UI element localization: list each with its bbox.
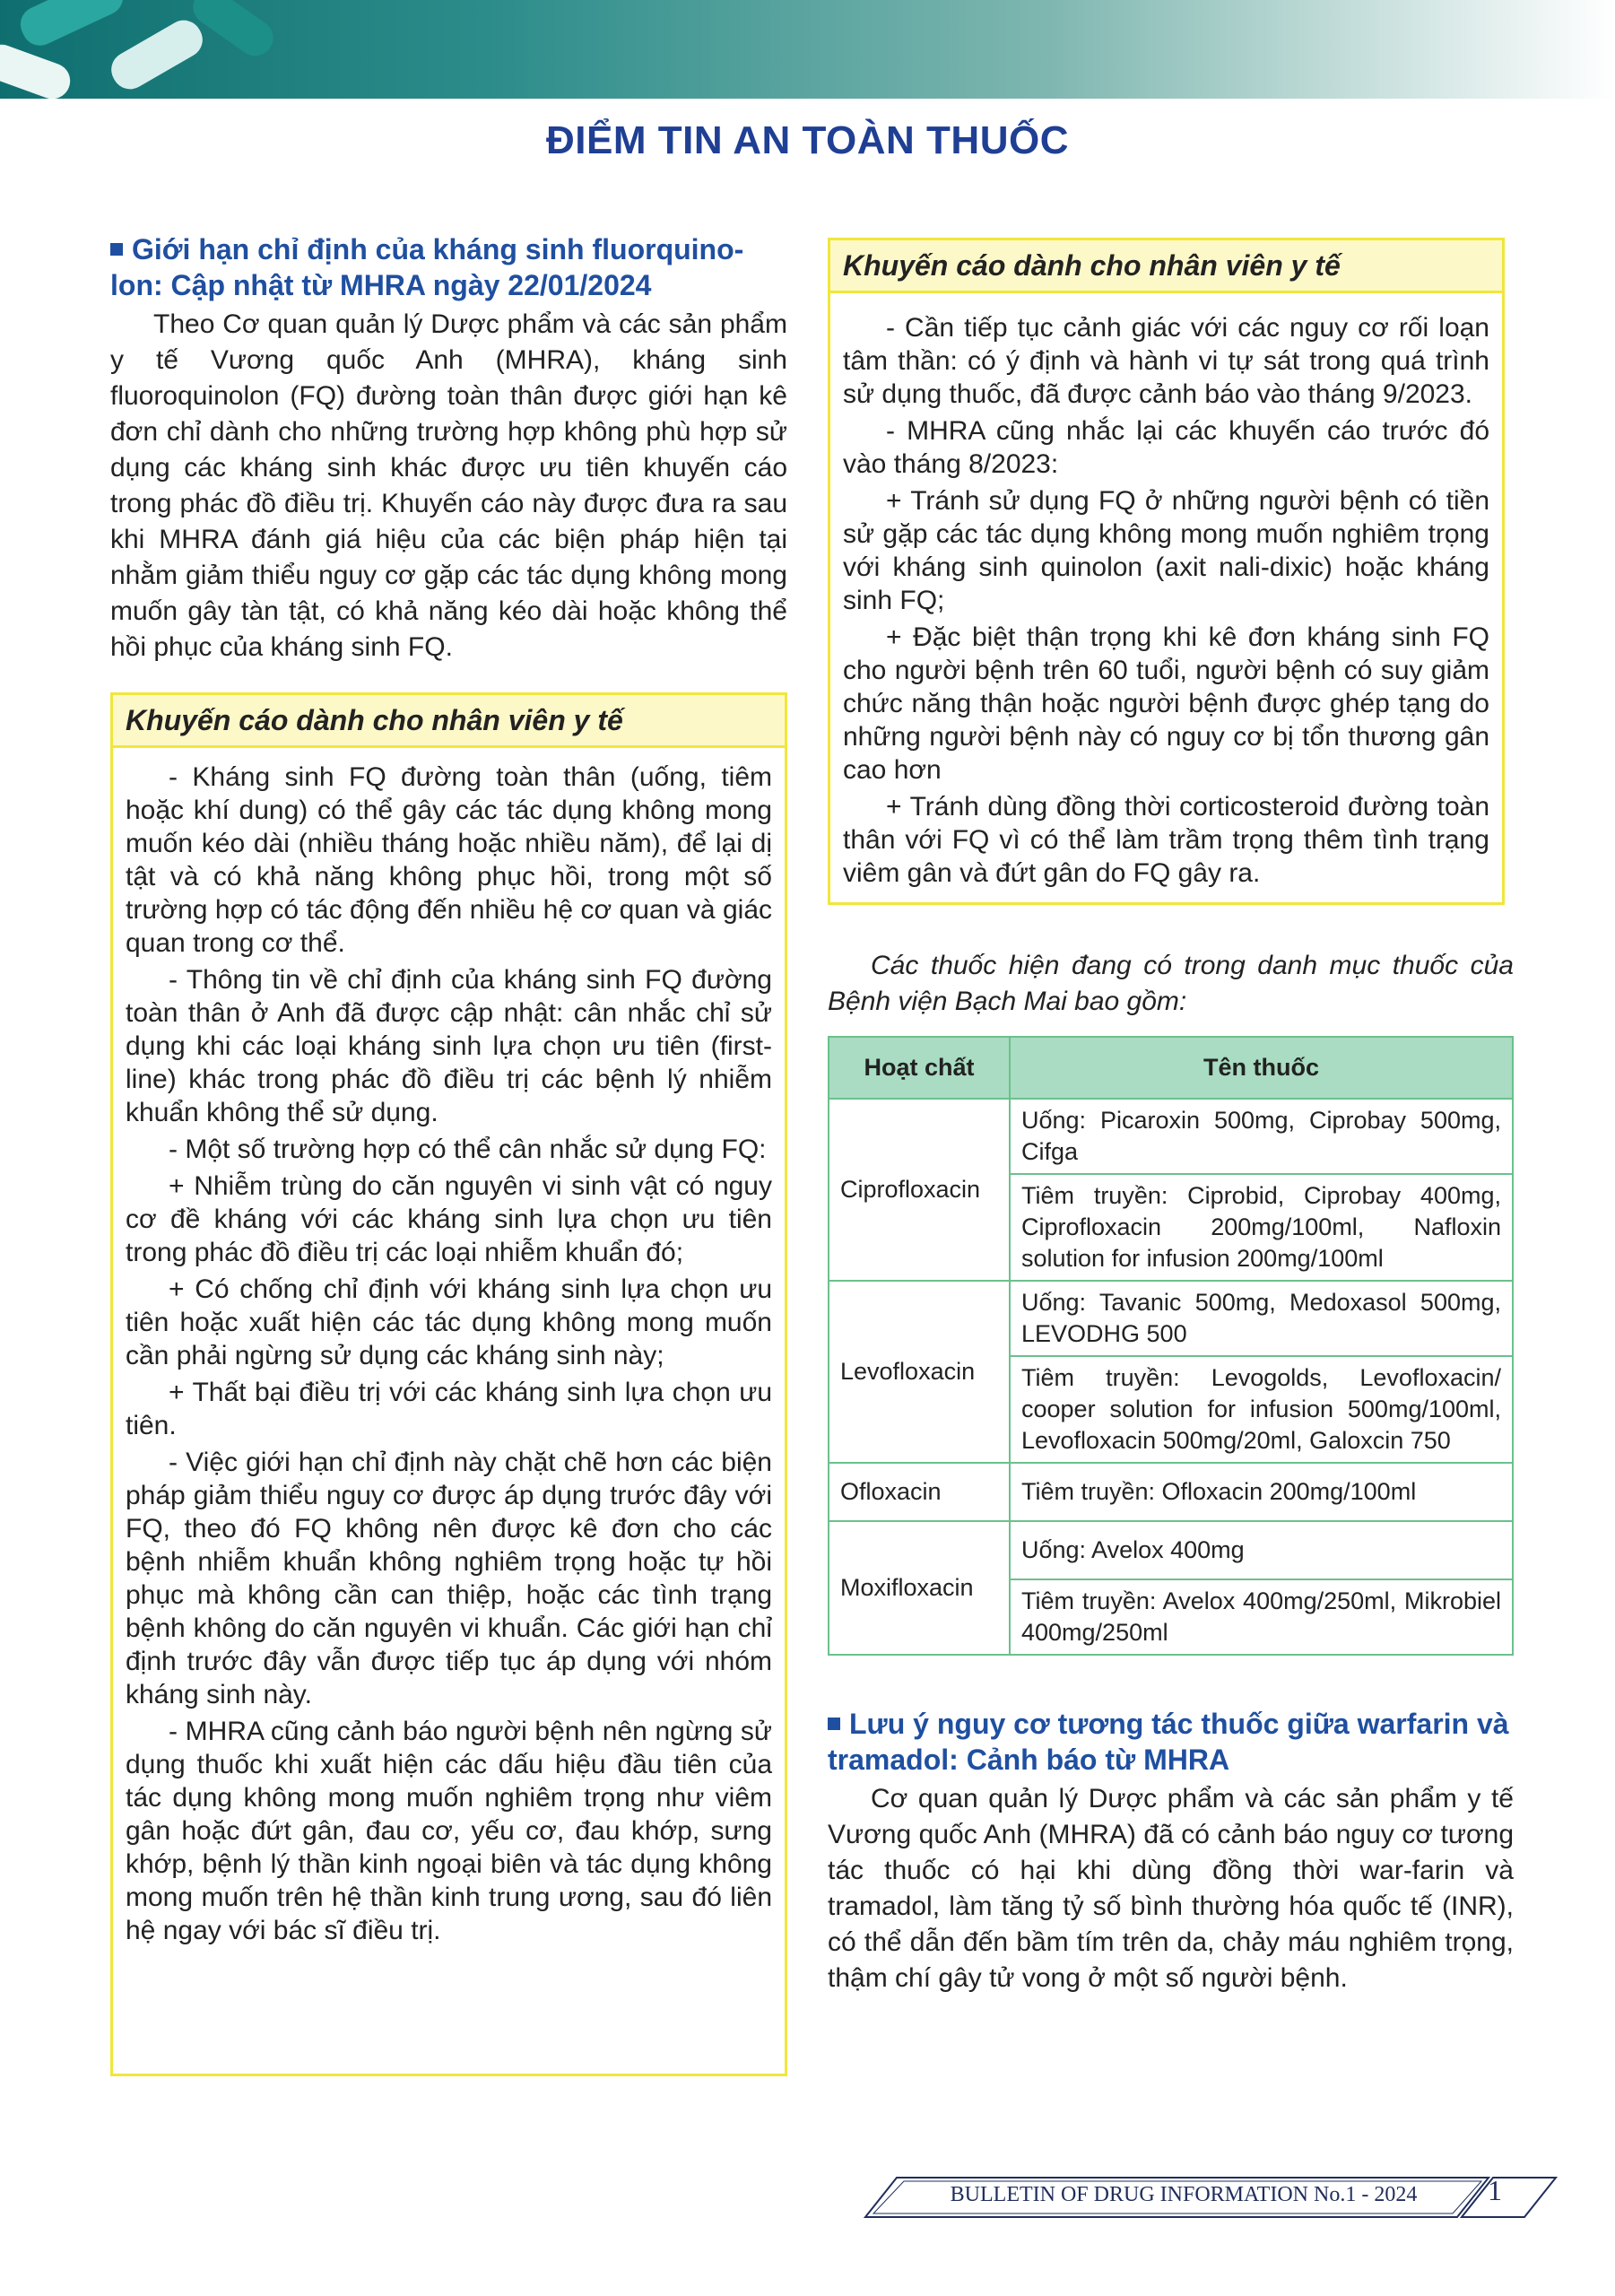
box-paragraph: + Thất bại điều trị với các kháng sinh lựa chọn ưu tiên. xyxy=(126,1378,772,1440)
table-row xyxy=(829,1281,1513,1356)
box-paragraph: - MHRA cũng cảnh báo người bệnh nên ngừng sử dụng thuốc khi xuất hiện các dấu hiệu đầu tiên của tác dụng không mong muốn nghiêm trọng như viêm gân hoặc đứt gân, đau cơ, yếu cơ, đau khớp, sưng khớp, bệnh lý thần kinh ngoại biên và tác dụng không mong muốn trên hệ thần kinh trung ương, sau đó liên hệ ngay với bác sĩ điều trị. xyxy=(126,1717,772,1945)
page-title: ĐIỂM TIN AN TOÀN THUỐC xyxy=(546,118,1069,162)
box-paragraph: - Việc giới hạn chỉ định này chặt chẽ hơn các biện pháp giảm thiểu nguy cơ được áp dụng trước đây với FQ, theo đó FQ không nên được kê đơn cho các bệnh nhiễm khuẩn không nghiêm trọng hoặc tự hồi phục mà không cần can thiệp, hoặc các tình trạng bệnh không do căn nguyên vi khuẩn. Các giới hạn chỉ định trước đây vẫn được tiếp tục áp dụng với nhóm kháng sinh này. xyxy=(126,1448,772,1709)
square-bullet-icon xyxy=(110,243,123,256)
box-paragraph: - Kháng sinh FQ đường toàn thân (uống, tiêm hoặc khí dung) có thể gây các tác dụng không mong muốn kéo dài (nhiều tháng hoặc nhiều năm), để lại dị tật và có khả năng không phục hồi, trong một số trường hợp có tác động đến nhiều hệ cơ quan và giác quan trong cơ thể. xyxy=(126,762,772,958)
drug-name-cell: Tiêm truyền: Ofloxacin 200mg/100ml xyxy=(1010,1463,1513,1521)
footer-text: BULLETIN OF DRUG INFORMATION No.1 - 2024 xyxy=(950,2183,1418,2206)
section-title-warfarin xyxy=(828,1706,1514,1778)
section-intro: Theo Cơ quan quản lý Dược phẩm và các sản phẩm y tế Vương quốc Anh (MHRA), kháng sinh fluoroquinolon (FQ) đường toàn thân được giới hạn kê đơn chỉ dành cho những trường hợp không phù hợp sử dụng các kháng sinh khác được ưu tiên khuyến cáo trong phác đồ điều trị. Khuyến cáo này được đưa ra sau khi MHRA đánh giá hiệu của các biện pháp hiện tại nhằm giảm thiểu nguy cơ gặp các tác dụng không mong muốn gây tàn tật, có khả năng kéo dài hoặc không thể hồi phục của kháng sinh FQ. xyxy=(110,309,787,662)
table-row xyxy=(829,1521,1513,1579)
drug-table xyxy=(828,1036,1514,1656)
active-ingredient-cell: Levofloxacin xyxy=(829,1281,1010,1463)
drug-name-cell: Uống: Picaroxin 500mg, Ciprobay 500mg, Cifga xyxy=(1010,1099,1513,1174)
drug-name-cell: Tiêm truyền: Ciprobid, Ciprobay 400mg, Ciprofloxacin 200mg/100ml, Nafloxin solution for infusion 200mg/100ml xyxy=(1010,1174,1513,1281)
drug-name-cell: Tiêm truyền: Avelox 400mg/250ml, Mikrobiel 400mg/250ml xyxy=(1010,1579,1513,1655)
box-heading: Khuyến cáo dành cho nhân viên y tế xyxy=(830,240,1502,293)
box-paragraph: - Một số trường hợp có thể cân nhắc sử dụng FQ: xyxy=(169,1135,767,1164)
active-ingredient-cell: Ciprofloxacin xyxy=(829,1099,1010,1281)
drug-name-cell: Uống: Tavanic 500mg, Medoxasol 500mg, LEVODHG 500 xyxy=(1010,1281,1513,1356)
square-bullet-icon xyxy=(828,1718,840,1730)
header-band xyxy=(0,0,1615,99)
table-header-cell: Hoạt chất xyxy=(829,1037,1010,1099)
recommendation-box-2 xyxy=(828,238,1505,905)
box-paragraph: + Tránh sử dụng FQ ở những người bệnh có tiền sử gặp các tác dụng không mong muốn nghiêm trọng với kháng sinh quinolon (axit nali-dixic) hoặc kháng sinh FQ; xyxy=(843,486,1489,615)
box-body xyxy=(113,748,785,1960)
section-title-text: Lưu ý nguy cơ tương tác thuốc giữa warfarin và tramadol: Cảnh báo từ MHRA xyxy=(828,1708,1509,1776)
box-paragraph: - Cần tiếp tục cảnh giác với các nguy cơ rối loạn tâm thần: có ý định và hành vi tự sát trong quá trình sử dụng thuốc, đã được cảnh báo vào tháng 9/2023. xyxy=(843,313,1489,409)
drug-name-cell: Tiêm truyền: Levogolds, Levofloxacin/ cooper solution for infusion 500mg/100ml, Levofloxacin 500mg/20ml, Galoxcin 750 xyxy=(1010,1356,1513,1463)
box-heading: Khuyến cáo dành cho nhân viên y tế xyxy=(113,695,785,748)
left-column xyxy=(110,231,787,2076)
active-ingredient-cell: Ofloxacin xyxy=(829,1463,1010,1521)
box-paragraph: + Đặc biệt thận trọng khi kê đơn kháng sinh FQ cho người bệnh trên 60 tuổi, người bệnh có suy giảm chức năng thận hoặc người bệnh được ghép tạng do những người bệnh này có nguy cơ bị tổn thương gân cao hơn xyxy=(843,622,1489,785)
table-intro: Các thuốc hiện đang có trong danh mục thuốc của Bệnh viện Bạch Mai bao gồm: xyxy=(828,951,1514,1016)
box-body xyxy=(830,293,1502,902)
table-header-cell: Tên thuốc xyxy=(1010,1037,1513,1099)
box-paragraph: + Có chống chỉ định với kháng sinh lựa chọn ưu tiên hoặc xuất hiện các tác dụng không mong muốn cần phải ngừng sử dụng các kháng sinh này; xyxy=(126,1274,772,1370)
active-ingredient-cell: Moxifloxacin xyxy=(829,1521,1010,1655)
box-paragraph: + Nhiễm trùng do căn nguyên vi sinh vật có nguy cơ đề kháng với các kháng sinh lựa chọn ưu tiên trong phác đồ điều trị các loại nhiễm khuẩn đó; xyxy=(126,1171,772,1267)
recommendation-box-1 xyxy=(110,692,787,2076)
capsule-decoration xyxy=(14,0,128,51)
table-row xyxy=(829,1099,1513,1174)
section-title-fluoroquinolone xyxy=(110,231,787,303)
capsule-decoration xyxy=(0,39,75,99)
table-header-row xyxy=(829,1037,1513,1099)
right-column xyxy=(828,238,1514,1996)
drug-name-cell: Uống: Avelox 400mg xyxy=(1010,1521,1513,1579)
table-row xyxy=(829,1463,1513,1521)
box-paragraph: - Thông tin về chỉ định của kháng sinh FQ đường toàn thân ở Anh đã được cập nhật: cân nhắc chỉ sử dụng khi các loại kháng sinh lựa chọn ưu tiên (first-line) khác trong phác đồ điều trị các bệnh lý nhiễm khuẩn không thể sử dụng. xyxy=(126,965,772,1127)
page-number: 1 xyxy=(1488,2174,1502,2206)
box-paragraph: - MHRA cũng nhắc lại các khuyến cáo trước đó vào tháng 8/2023: xyxy=(843,416,1489,479)
section-title-text: Giới hạn chỉ định của kháng sinh fluorquino-lon: Cập nhật từ MHRA ngày 22/01/2024 xyxy=(110,233,744,301)
capsule-decoration xyxy=(105,13,209,95)
section-body: Cơ quan quản lý Dược phẩm và các sản phẩm y tế Vương quốc Anh (MHRA) đã có cảnh báo nguy cơ tương tác thuốc có hại khi dùng đồng thời war-farin và tramadol, làm tăng tỷ số bình thường hóa quốc tế (INR), có thể dẫn đến bầm tím trên da, chảy máu nghiêm trọng, thậm chí gây tử vong ở một số người bệnh. xyxy=(828,1784,1514,1993)
box-paragraph: + Tránh dùng đồng thời corticosteroid đường toàn thân với FQ vì có thể làm trầm trọng thêm tình trạng viêm gân và đứt gân do FQ gây ra. xyxy=(843,792,1489,888)
